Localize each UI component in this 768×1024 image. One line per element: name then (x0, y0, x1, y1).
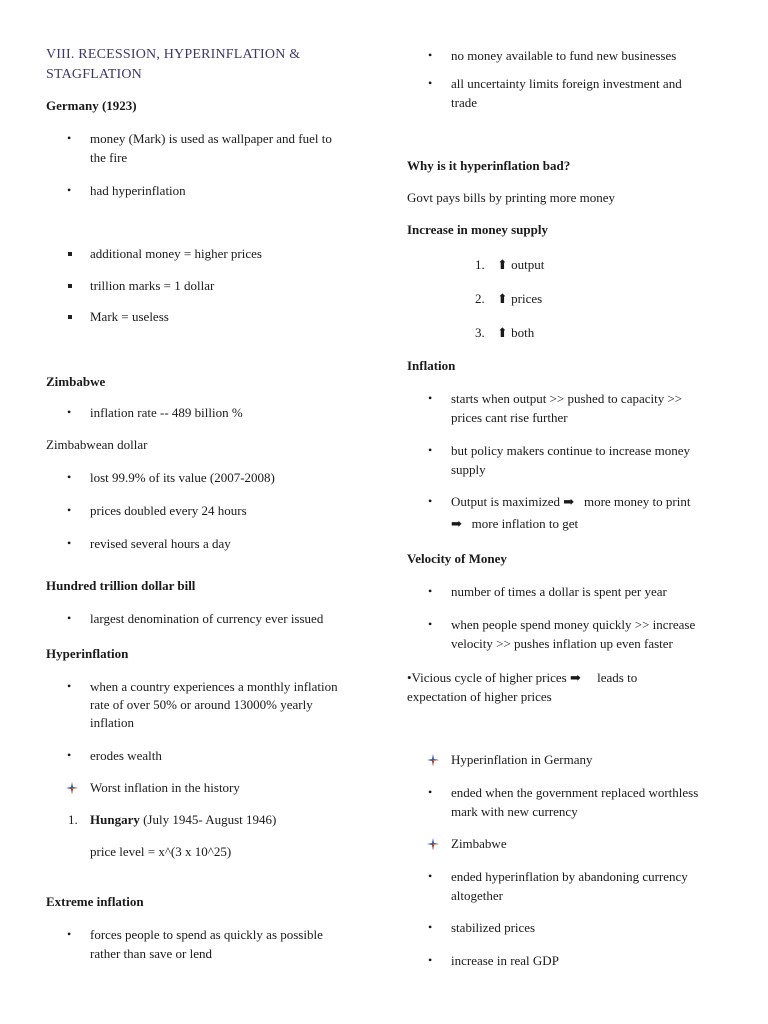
bullet-icon: • (428, 391, 433, 405)
bullet-icon: • (67, 611, 72, 625)
bullet-icon: • (67, 405, 72, 419)
hungary-dates: (July 1945- August 1946) (139, 812, 277, 827)
hyperinflation-heading: Hyperinflation (46, 646, 129, 661)
hyperinflation-bullet-1-line2: rate of over 50% or around 13000% yearly (90, 697, 313, 712)
vicious-a: •Vicious cycle of higher prices (407, 670, 567, 685)
hungary-line (90, 810, 276, 829)
zim-b3: increase in real GDP (451, 953, 559, 968)
extreme-bullet-line1: forces people to spend as quickly as possible (90, 927, 323, 942)
increase-heading: Increase in money supply (407, 222, 548, 237)
zimbabwe-dollar-bullet-2: prices doubled every 24 hours (90, 503, 247, 518)
arrow-up-icon: ⬆ (497, 325, 508, 340)
bullet-icon: • (67, 748, 72, 762)
govt-text: Govt pays bills by printing more money (407, 190, 615, 205)
germany-bullet-1-line2: the fire (90, 150, 128, 165)
hyperinflation-bullet-1-line1: when a country experiences a monthly inflation (90, 679, 338, 694)
price-level: price level = x^(3 x 10^25) (90, 844, 232, 859)
bullet-icon: • (67, 183, 72, 197)
inflation-b1-line2: prices cant rise further (451, 410, 568, 425)
square-bullet-icon (68, 284, 72, 288)
inflation-heading: Inflation (407, 358, 456, 373)
numbered-3-num: 3. (475, 325, 485, 340)
bullet-icon: • (67, 536, 72, 550)
zimbabwe-label: Zimbabwe (451, 836, 507, 851)
star-icon (427, 838, 439, 850)
bullet-icon: • (67, 503, 72, 517)
germany-square-3: Mark = useless (90, 309, 169, 324)
numbered-2-text: prices (511, 291, 543, 306)
numbered-3-text: both (511, 325, 535, 340)
zimbabwe-dollar-bullet-3: revised several hours a day (90, 536, 231, 551)
square-bullet-icon (68, 315, 72, 319)
hyperinflation-germany: Hyperinflation in Germany (451, 752, 593, 767)
vicious-line2: expectation of higher prices (407, 689, 552, 704)
inflation-b2-line1: but policy makers continue to increase money (451, 443, 690, 458)
bullet-icon: • (428, 953, 433, 967)
germany-bullet-1-line1: money (Mark) is used as wallpaper and fuel to (90, 131, 332, 146)
inflation-b3-c: more inflation to get (471, 516, 579, 531)
velocity-b2-line1: when people spend money quickly >> increase (451, 617, 696, 632)
star-icon (427, 754, 439, 766)
top-bullet-2-line2: trade (451, 95, 477, 110)
inflation-b3-a: Output is maximized (451, 494, 561, 509)
hungary-number: 1. (68, 812, 78, 827)
inflation-b3-b: more money to print (583, 494, 691, 509)
worst-inflation: Worst inflation in the history (90, 780, 240, 795)
numbered-1-num: 1. (475, 257, 485, 272)
zimbabwe-dollar: Zimbabwean dollar (46, 437, 148, 452)
germany-square-2: trillion marks = 1 dollar (90, 278, 215, 293)
velocity-b2-line2: velocity >> pushes inflation up even faster (451, 636, 673, 651)
numbered-2-num: 2. (475, 291, 485, 306)
bullet-icon: • (428, 584, 433, 598)
arrow-up-icon: ⬆ (497, 291, 508, 306)
bullet-icon: • (67, 131, 72, 145)
square-bullet-icon (68, 252, 72, 256)
bullet-icon: • (428, 920, 433, 934)
hig-b-line2: mark with new currency (451, 804, 578, 819)
top-bullet-1: no money available to fund new businesses (451, 48, 677, 63)
germany-square-1: additional money = higher prices (90, 246, 262, 261)
numbered-2 (497, 289, 542, 308)
numbered-3 (497, 323, 534, 342)
bullet-icon: • (428, 443, 433, 457)
hyperinflation-bullet-2: erodes wealth (90, 748, 162, 763)
arrow-right-icon: ➡ (569, 670, 581, 685)
hyperinflation-bullet-1-line3: inflation (90, 715, 135, 730)
velocity-heading: Velocity of Money (407, 551, 507, 566)
bullet-icon: • (67, 679, 72, 693)
star-icon (66, 782, 78, 794)
zimbabwe-heading: Zimbabwe (46, 374, 106, 389)
hungary-bold: Hungary (90, 812, 140, 827)
hig-b-line1: ended when the government replaced worthless (451, 785, 699, 800)
inflation-b2-line2: supply (451, 462, 486, 477)
velocity-b1: number of times a dollar is spent per year (451, 584, 667, 599)
bullet-icon: • (428, 785, 433, 799)
extreme-bullet-line2: rather than save or lend (90, 946, 213, 961)
why-heading: Why is it hyperinflation bad? (407, 158, 571, 173)
numbered-1-text: output (511, 257, 545, 272)
zimbabwe-dollar-bullet-1: lost 99.9% of its value (2007-2008) (90, 470, 275, 485)
bullet-icon: • (67, 927, 72, 941)
inflation-b3-line1 (451, 492, 690, 511)
bullet-icon: • (428, 494, 433, 508)
top-bullet-2-line1: all uncertainty limits foreign investment and (451, 76, 682, 91)
zim-b2: stabilized prices (451, 920, 536, 935)
inflation-b1-line1: starts when output >> pushed to capacity >> (451, 391, 683, 406)
extreme-inflation-heading: Extreme inflation (46, 894, 144, 909)
bullet-icon: • (428, 617, 433, 631)
bullet-icon: • (428, 76, 433, 90)
hundred-trillion-heading: Hundred trillion dollar bill (46, 578, 196, 593)
vicious-b: leads to (597, 670, 638, 685)
germany-heading: Germany (1923) (46, 98, 137, 113)
arrow-right-icon: ➡ (451, 516, 462, 531)
germany-bullet-2: had hyperinflation (90, 183, 186, 198)
numbered-1 (497, 255, 544, 274)
hundred-trillion-bullet: largest denomination of currency ever issued (90, 611, 324, 626)
bullet-icon: • (428, 869, 433, 883)
inflation-b3-line2 (451, 514, 578, 533)
bullet-icon: • (428, 48, 433, 62)
zim-b1-line1: ended hyperinflation by abandoning currency (451, 869, 688, 884)
section-title-line2: STAGFLATION (46, 67, 142, 82)
zimbabwe-bullet: inflation rate -- 489 billion % (90, 405, 243, 420)
zim-b1-line2: altogether (451, 888, 503, 903)
vicious-line1 (407, 668, 637, 687)
section-title-line1: VIII. RECESSION, HYPERINFLATION & (46, 47, 301, 62)
arrow-right-icon: ➡ (563, 494, 575, 509)
bullet-icon: • (67, 470, 72, 484)
arrow-up-icon: ⬆ (497, 257, 508, 272)
